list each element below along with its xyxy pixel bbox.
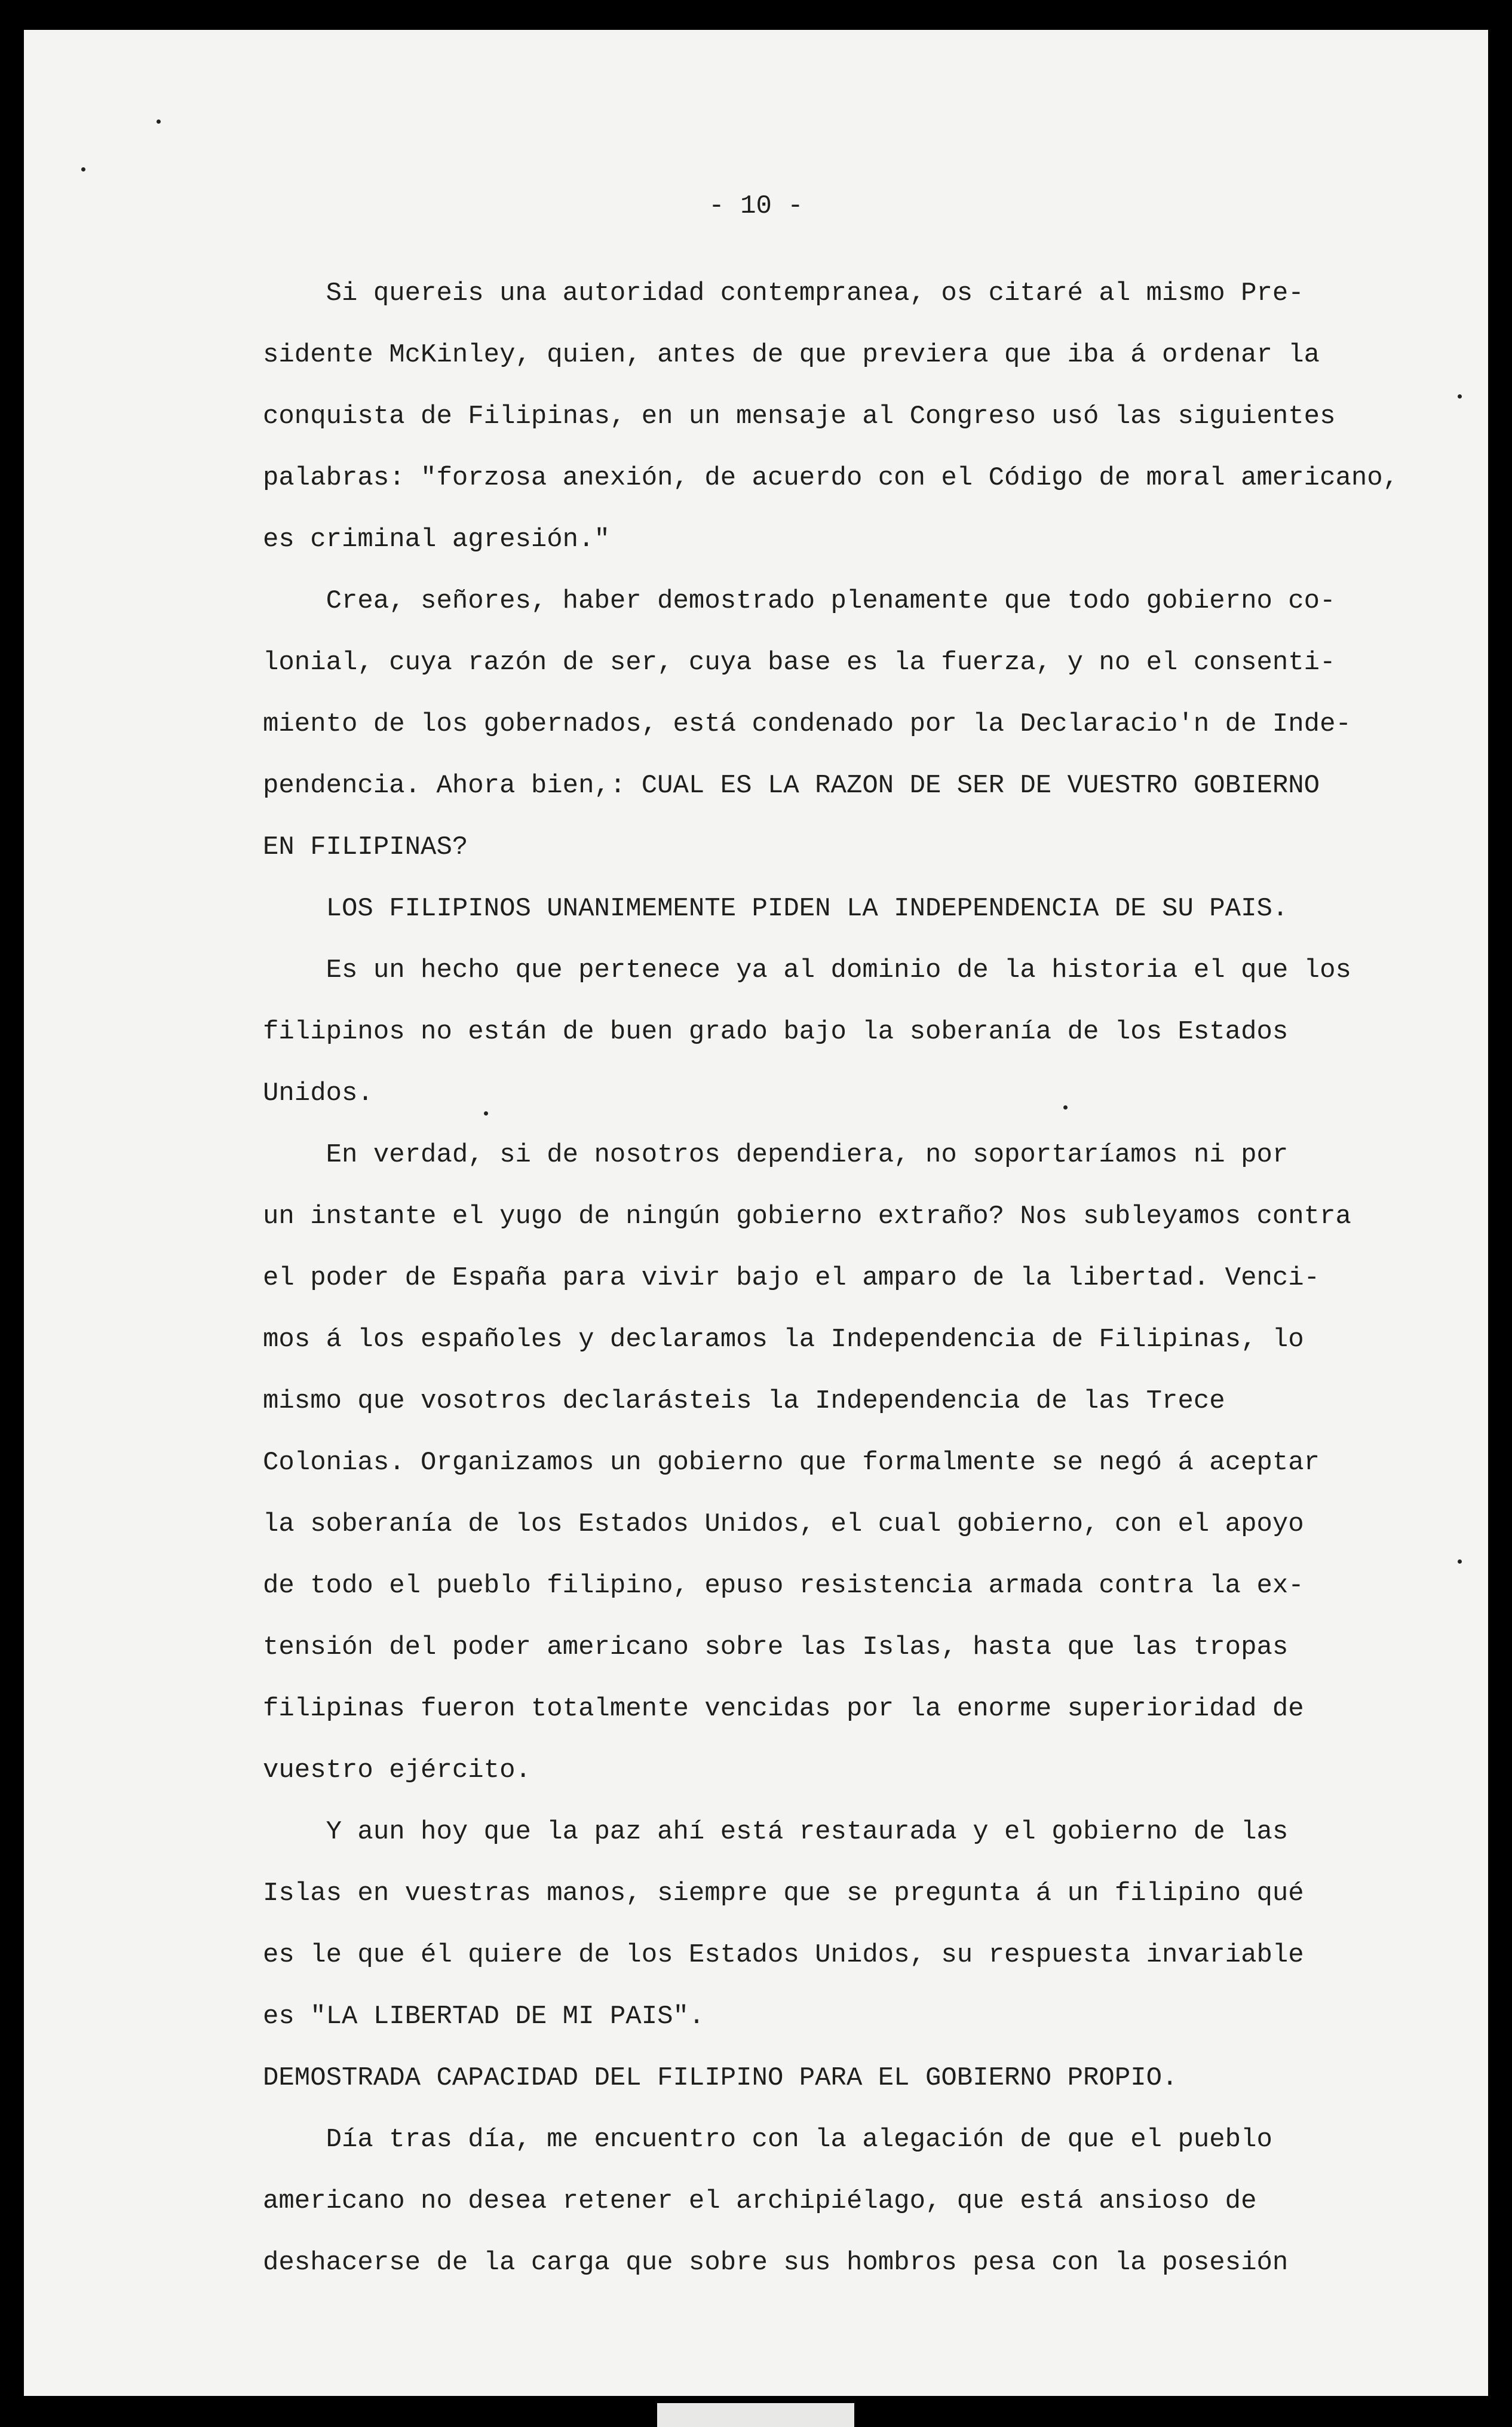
text-line: filipinas fueron totalmente vencidas por la enorme superioridad de bbox=[263, 1694, 1304, 1724]
text-line: En verdad, si de nosotros dependiera, no soportaríamos ni por bbox=[263, 1140, 1289, 1170]
text-line: lonial, cuya razón de ser, cuya base es la fuerza, y no el consenti- bbox=[263, 648, 1336, 678]
text-line: miento de los gobernados, está condenado por la Declaracio'n de Inde- bbox=[263, 709, 1351, 739]
text-line: Colonias. Organizamos un gobierno que formalmente se negó á aceptar bbox=[263, 1448, 1320, 1478]
text-line: vuestro ejército. bbox=[263, 1755, 531, 1785]
text-line: filipinos no están de buen grado bajo la soberanía de los Estados bbox=[263, 1017, 1289, 1047]
text-line: Y aun hoy que la paz ahí está restaurada y el gobierno de las bbox=[263, 1817, 1289, 1847]
text-line: Día tras día, me encuentro con la alegación de que el pueblo bbox=[263, 2125, 1272, 2155]
text-line: un instante el yugo de ningún gobierno extraño? Nos subleyamos contra bbox=[263, 1202, 1351, 1231]
text-line: mismo que vosotros declarásteis la Independencia de las Trece bbox=[263, 1386, 1225, 1416]
dust-speck bbox=[81, 167, 85, 171]
text-line: Islas en vuestras manos, siempre que se pregunta á un filipino qué bbox=[263, 1879, 1304, 1908]
dust-speck bbox=[1458, 1559, 1462, 1564]
text-line: conquista de Filipinas, en un mensaje al Congreso usó las siguientes bbox=[263, 402, 1336, 431]
text-line: de todo el pueblo filipino, epuso resistencia armada contra la ex- bbox=[263, 1571, 1304, 1601]
text-line: Crea, señores, haber demostrado plenamente que todo gobierno co- bbox=[263, 586, 1336, 616]
dust-speck bbox=[1063, 1105, 1068, 1110]
film-strip bbox=[657, 2403, 854, 2427]
text-line: LOS FILIPINOS UNANIMEMENTE PIDEN LA INDEPENDENCIA DE SU PAIS. bbox=[263, 894, 1289, 924]
text-line: el poder de España para vivir bajo el amparo de la libertad. Venci- bbox=[263, 1263, 1320, 1293]
text-line: Unidos. bbox=[263, 1078, 373, 1108]
dust-speck bbox=[484, 1111, 488, 1116]
text-line: DEMOSTRADA CAPACIDAD DEL FILIPINO PARA EL GOBIERNO PROPIO. bbox=[263, 2063, 1178, 2093]
text-line: Es un hecho que pertenece ya al dominio de la historia el que los bbox=[263, 955, 1351, 985]
text-line: mos á los españoles y declaramos la Independencia de Filipinas, lo bbox=[263, 1325, 1304, 1355]
text-line: es "LA LIBERTAD DE MI PAIS". bbox=[263, 2002, 705, 2031]
text-line: es criminal agresión." bbox=[263, 525, 610, 554]
text-line: americano no desea retener el archipiélago, que está ansioso de bbox=[263, 2186, 1257, 2216]
text-line: palabras: "forzosa anexión, de acuerdo con el Código de moral americano, bbox=[263, 463, 1399, 493]
text-line: EN FILIPINAS? bbox=[263, 832, 468, 862]
text-line: Si quereis una autoridad contempranea, os citaré al mismo Pre- bbox=[263, 278, 1304, 308]
text-line: es le que él quiere de los Estados Unidos, su respuesta invariable bbox=[263, 1940, 1304, 1970]
text-line: deshacerse de la carga que sobre sus hombros pesa con la posesión bbox=[263, 2248, 1289, 2278]
dust-speck bbox=[1458, 394, 1462, 399]
text-line: la soberanía de los Estados Unidos, el cual gobierno, con el apoyo bbox=[263, 1509, 1304, 1539]
page-number: - 10 - bbox=[709, 191, 803, 221]
dust-speck bbox=[157, 119, 161, 124]
text-line: sidente McKinley, quien, antes de que previera que iba á ordenar la bbox=[263, 340, 1320, 370]
document-body bbox=[263, 263, 1399, 2294]
text-line: pendencia. Ahora bien,: CUAL ES LA RAZON DE SER DE VUESTRO GOBIERNO bbox=[263, 771, 1320, 801]
text-line: tensión del poder americano sobre las Islas, hasta que las tropas bbox=[263, 1632, 1289, 1662]
document-page bbox=[24, 30, 1488, 2396]
